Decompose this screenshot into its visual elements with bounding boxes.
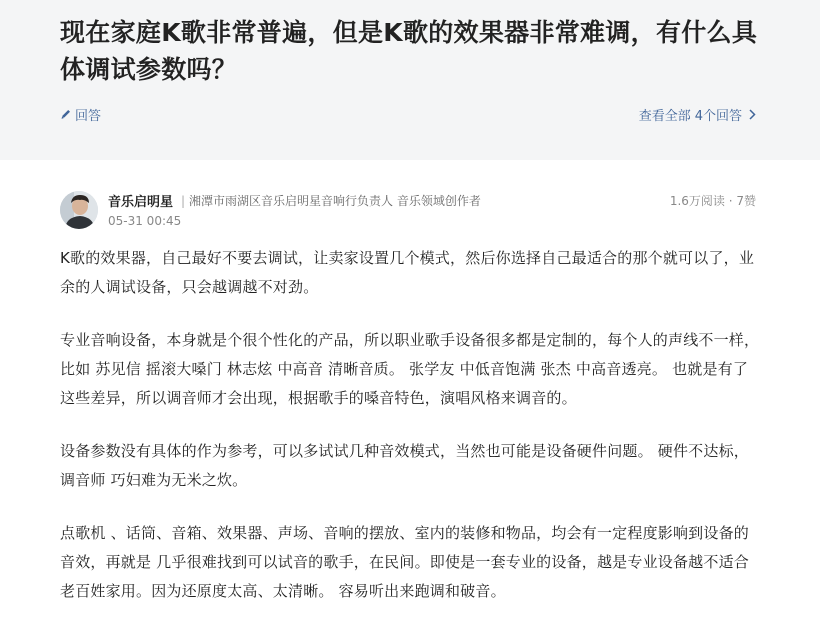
author-avatar-image [60, 191, 98, 229]
avatar[interactable] [60, 191, 98, 229]
answer-button-label: 回答 [75, 108, 102, 124]
pencil-icon [60, 108, 72, 120]
answer-content [60, 244, 760, 630]
post-time: 05-31 00:45 [108, 214, 182, 228]
answer-paragraph: K歌的效果器，自己最好不要去调试，让卖家设置几个模式，然后你选择自己最适合的那个就可以了，业余的人调试设备，只会越调越不对劲。 [60, 249, 755, 296]
author-name[interactable]: 音乐启明星 [108, 195, 174, 210]
answer-button[interactable] [60, 104, 101, 124]
chevron-right-icon [749, 109, 756, 120]
answer-paragraph: 点歌机 、话筒、音箱、效果器、声场、音响的摆放、室内的装修和物品，均会有一定程度影响到设备的音效，再就是 几乎很难找到可以试音的歌手，在民间。即使是一套专业的设备，越是专业设备越不适合老百姓家用。因为还原度太高、太清晰。 容易听出来跑调和破音。 [60, 524, 749, 600]
question-header [0, 0, 820, 160]
view-all-label: 查看全部 [638, 108, 691, 124]
answer-count: 4个回答 [694, 108, 742, 124]
read-like-stats: 1.6万阅读 · 7赞 [669, 194, 756, 208]
answer-paragraph: 专业音响设备，本身就是个很个性化的产品，所以职业歌手设备很多都是定制的，每个人的声线不一样，比如 苏见信 摇滚大嗓门 林志炫 中高音 清晰音质。 张学友 中低音饱满 张杰 中高音透亮。 也就是有了这些差异，所以调音师才会出现，根据歌手的嗓音特色，演唱风格来调音的。 [60, 331, 760, 407]
author-title: 湘潭市雨湖区音乐启明星音响行负责人 音乐领域创作者 [189, 194, 481, 208]
author-separator: | [181, 194, 186, 208]
question-title: 现在家庭K歌非常普遍，但是K歌的效果器非常难调，有什么具体调试参数吗？ [60, 18, 758, 84]
view-all-answers-link[interactable] [639, 104, 756, 124]
answer-paragraph: 设备参数没有具体的作为参考，可以多试试几种音效模式，当然也可能是设备硬件问题。 硬件不达标，调音师 巧妇难为无米之炊。 [60, 442, 749, 489]
author-description [181, 192, 481, 209]
